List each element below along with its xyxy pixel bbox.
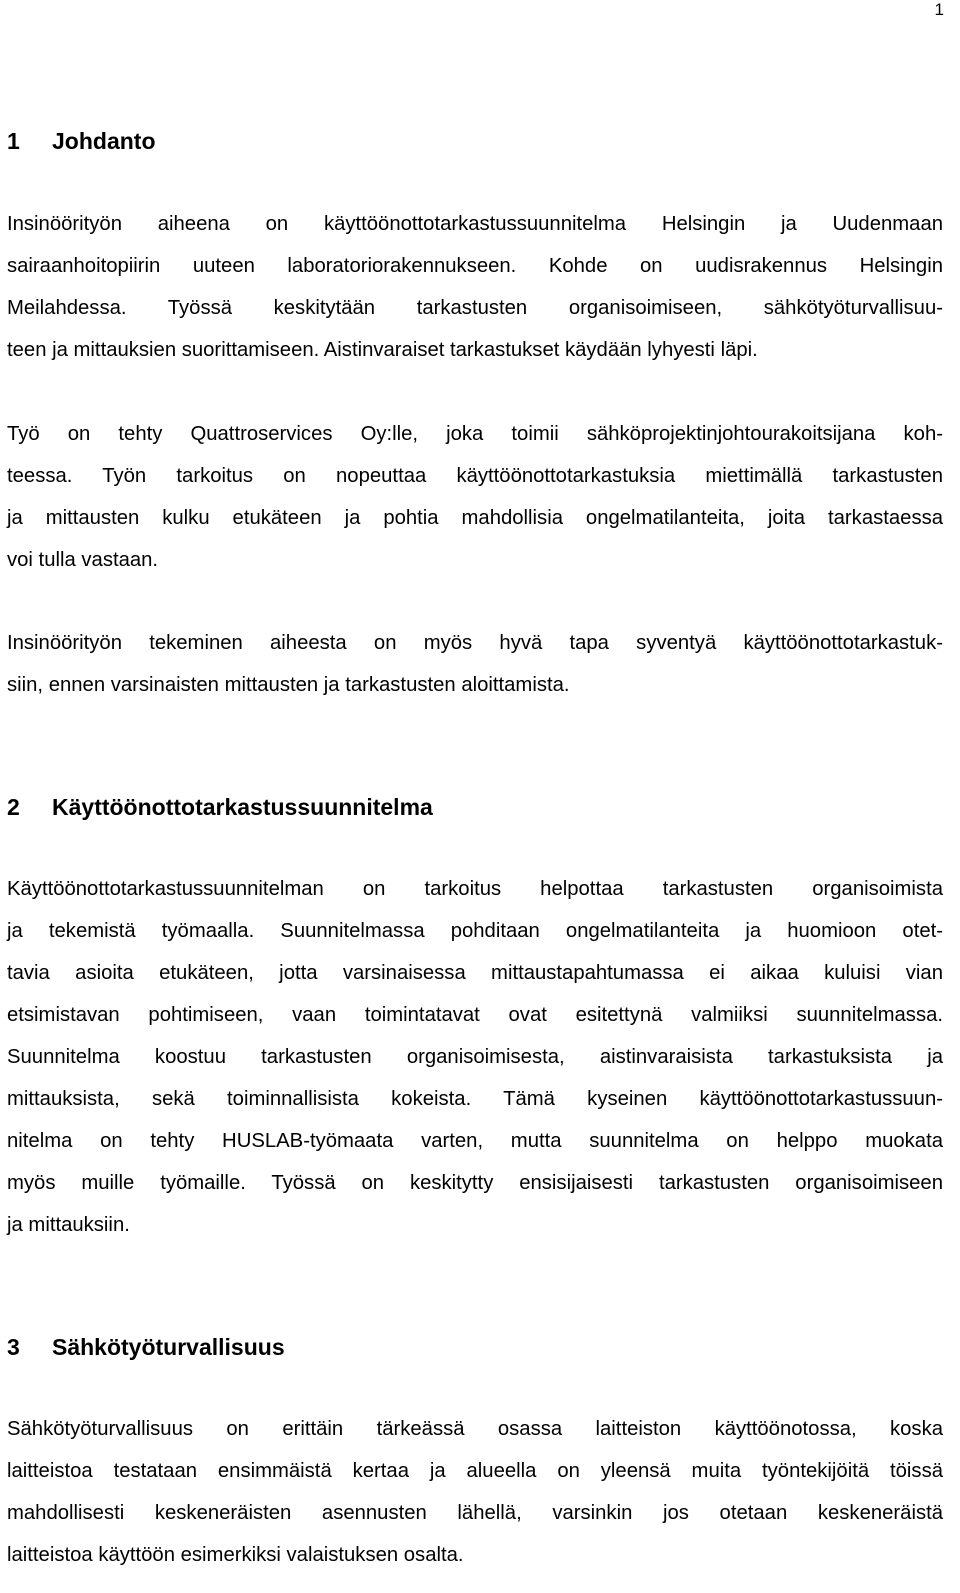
text-line: ja mittauksiin.	[7, 1214, 130, 1236]
paragraph	[7, 1408, 943, 1576]
text-line: sairaanhoitopiirin uuteen laboratoriorakennukseen. Kohde on uudisrakennus Helsingin	[7, 255, 943, 277]
text-line: Insinöörityön tekeminen aiheesta on myös hyvä tapa syventyä käyttöönottotarkastuk-	[7, 632, 943, 654]
text-line: tavia asioita etukäteen, jotta varsinaisessa mittaustapahtumassa ei aikaa kuluisi vian	[7, 962, 943, 984]
text-line: nitelma on tehty HUSLAB-työmaata varten, mutta suunnitelma on helppo muokata	[7, 1130, 943, 1152]
text-line: siin, ennen varsinaisten mittausten ja tarkastusten aloittamista.	[7, 674, 570, 696]
section-heading-3	[7, 1333, 285, 1361]
text-line: Suunnitelma koostuu tarkastusten organisoimisesta, aistinvaraisista tarkastuksista ja	[7, 1046, 943, 1068]
section-number: 2	[7, 794, 20, 820]
text-line: Sähkötyöturvallisuus on erittäin tärkeässä osassa laitteiston käyttöönotossa, koska	[7, 1418, 943, 1440]
text-line: mahdollisesti keskeneräisten asennusten lähellä, varsinkin jos otetaan keskeneräistä	[7, 1502, 943, 1524]
text-line: teessa. Työn tarkoitus on nopeuttaa käyttöönottotarkastuksia miettimällä tarkastusten	[7, 465, 943, 487]
text-line: etsimistavan pohtimiseen, vaan toimintatavat ovat esitettynä valmiiksi suunnitelmassa.	[7, 1004, 943, 1026]
section-number: 3	[7, 1334, 20, 1360]
text-line: Insinöörityön aiheena on käyttöönottotarkastussuunnitelma Helsingin ja Uudenmaan	[7, 213, 943, 235]
text-line: ja mittausten kulku etukäteen ja pohtia mahdollisia ongelmatilanteita, joita tarkastaessa	[7, 507, 943, 529]
section-title: Käyttöönottotarkastussuunnitelma	[52, 794, 433, 820]
text-line: ja tekemistä työmaalla. Suunnitelmassa pohditaan ongelmatilanteita ja huomioon otet-	[7, 920, 943, 942]
text-line: Työ on tehty Quattroservices Oy:lle, joka toimii sähköprojektinjohtourakoitsijana koh-	[7, 423, 943, 445]
paragraph	[7, 203, 943, 371]
text-line: laitteistoa käyttöön esimerkiksi valaistuksen osalta.	[7, 1544, 464, 1566]
section-heading-1	[7, 127, 156, 155]
text-line: voi tulla vastaan.	[7, 549, 159, 571]
text-line: teen ja mittauksien suorittamiseen. Aistinvaraiset tarkastukset käydään lyhyesti läpi.	[7, 339, 758, 361]
section-title: Johdanto	[52, 128, 156, 154]
text-line: myös muille työmaille. Työssä on keskitytty ensisijaisesti tarkastusten organisoimiseen	[7, 1172, 943, 1194]
paragraph	[7, 868, 943, 1246]
text-line: laitteistoa testataan ensimmäistä kertaa ja alueella on yleensä muita työntekijöitä töissä	[7, 1460, 943, 1482]
page-number: 1	[934, 0, 944, 19]
text-line: Käyttöönottotarkastussuunnitelman on tarkoitus helpottaa tarkastusten organisoimista	[7, 878, 943, 900]
section-number: 1	[7, 128, 20, 154]
text-line: mittauksista, sekä toiminnallisista kokeista. Tämä kyseinen käyttöönottotarkastussuun-	[7, 1088, 943, 1110]
paragraph	[7, 413, 943, 581]
section-title: Sähkötyöturvallisuus	[52, 1334, 285, 1360]
section-heading-2	[7, 793, 433, 821]
paragraph	[7, 622, 943, 706]
text-line: Meilahdessa. Työssä keskitytään tarkastusten organisoimiseen, sähkötyöturvallisuu-	[7, 297, 943, 319]
